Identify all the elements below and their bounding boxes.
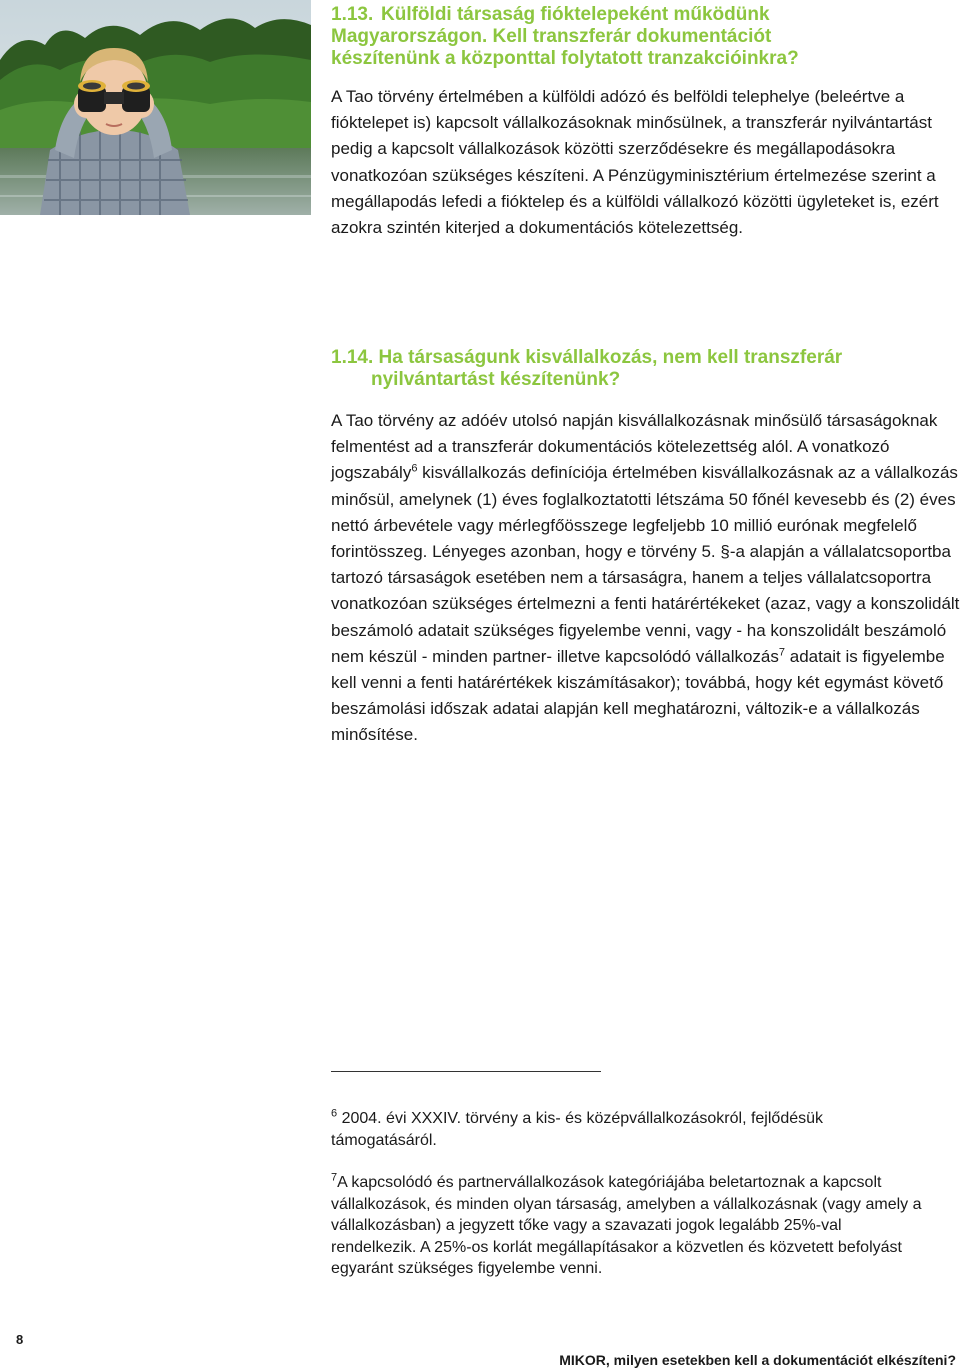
section-1-14-body-part3: adatait is figyelembe kell venni a fenti határértékek kiszámításakor); továbbá, hogy két egymást követő beszámolási időszak adatai alapján kell meghatározni, változik-e a vállalkozás minősítése. <box>331 646 945 745</box>
section-1-13-title-line2: Magyarországon. Kell transzferár dokumentációt <box>331 26 772 47</box>
footnote-7 <box>331 1172 931 1280</box>
footnote-ref-6[interactable]: 6 <box>411 462 418 475</box>
section-1-13-heading <box>331 4 799 70</box>
footnote-6 <box>331 1108 931 1151</box>
footnote-6-marker: 6 <box>331 1107 338 1120</box>
boy-with-binoculars-photo <box>0 0 311 215</box>
section-1-14-title-line2: nyilvántartást készítenünk? <box>371 369 621 390</box>
section-1-13-number: 1.13. <box>331 4 374 25</box>
footnote-7-marker: 7 <box>331 1171 338 1184</box>
footnote-7-text: A kapcsolódó és partnervállalkozások kategóriájába beletartoznak a kapcsolt vállalkozások, és minden olyan társaság, amelyben a vállalkozásnak (vagy amely a vállalkozásban) a jegyzett tőke vagy a szavazati jogok legalább 25%-val rendelkezik. A 25%-os korlát megállapításakor a közvetlen és közvetett befolyást egyaránt szükséges figyelembe venni. <box>331 1174 922 1277</box>
footnote-separator <box>331 1071 601 1072</box>
footnote-6-text: 2004. évi XXXIV. törvény a kis- és középvállalkozásokról, fejlődésük támogatásáról. <box>331 1110 824 1149</box>
section-1-13-body: A Tao törvény értelmében a külföldi adózó és belföldi telephelye (beleértve a fióktelepet is) kapcsolt vállalkozásoknak minősülnek, a transzferár nyilvántartást pedig a kapcsolt vállalkozások közötti szerződésekre és megállapodásokra vonatkozóan szükséges készíteni. A Pénzügyminisztérium értelmezése szerint a megállapodás lefedi a fióktelep és a külföldi vállalkozó közötti ügyleteket is, ezért azokra szintén kiterjed a dokumentációs kötelezettség. <box>331 87 939 238</box>
section-1-13-title-line1: Külföldi társaság fióktelepeként működünk <box>381 4 770 25</box>
section-1-14-body <box>331 408 960 749</box>
section-1-13-title-line3: készítenünk a központtal folytatott tranzakcióinkra? <box>331 48 799 69</box>
photo-illustration <box>0 0 311 215</box>
page-number: 8 <box>16 1332 24 1347</box>
footer-title: MIKOR, milyen esetekben kell a dokumentációt elkészíteni? <box>559 1352 956 1368</box>
section-1-14-body-part1: A Tao törvény az adóév utolsó napján kisvállalkozásnak minősülő társaságoknak felmentést ad a transzferár dokumentációs kötelezettség alól. A vonatkozó jogszabály <box>331 411 938 483</box>
section-1-14-body-part2: kisvállalkozás definíciója értelmében kisvállalkozásnak az a vállalkozás minősül, amelynek (1) éves foglalkoztatotti létszáma 50 főnél kevesebb és (2) éves nettó árbevétele vagy mérlegfőösszege legfeljebb 10 millió eurónak megfelelő forintösszeg. Lényeges azonban, hogy e törvény 5. §-a alapján a vállalatcsoportba tartozó társaságok esetében nem a társaságra, hanem a teljes vállalatcsoportra vonatkozóan szükséges értelmezni a fenti határértékeket (azaz, vagy a konszolidált beszámoló adatait szükséges figyelembe venni, vagy - ha konszolidált beszámoló nem készül - minden partner- illetve kapcsolódó vállalkozás <box>331 463 960 666</box>
section-1-14-title-line1: Ha társaságunk kisvállalkozás, nem kell transzferár <box>378 347 843 368</box>
footnote-ref-7[interactable]: 7 <box>778 646 786 659</box>
section-1-14-heading <box>331 347 842 391</box>
section-1-14-number: 1.14. <box>331 347 374 368</box>
